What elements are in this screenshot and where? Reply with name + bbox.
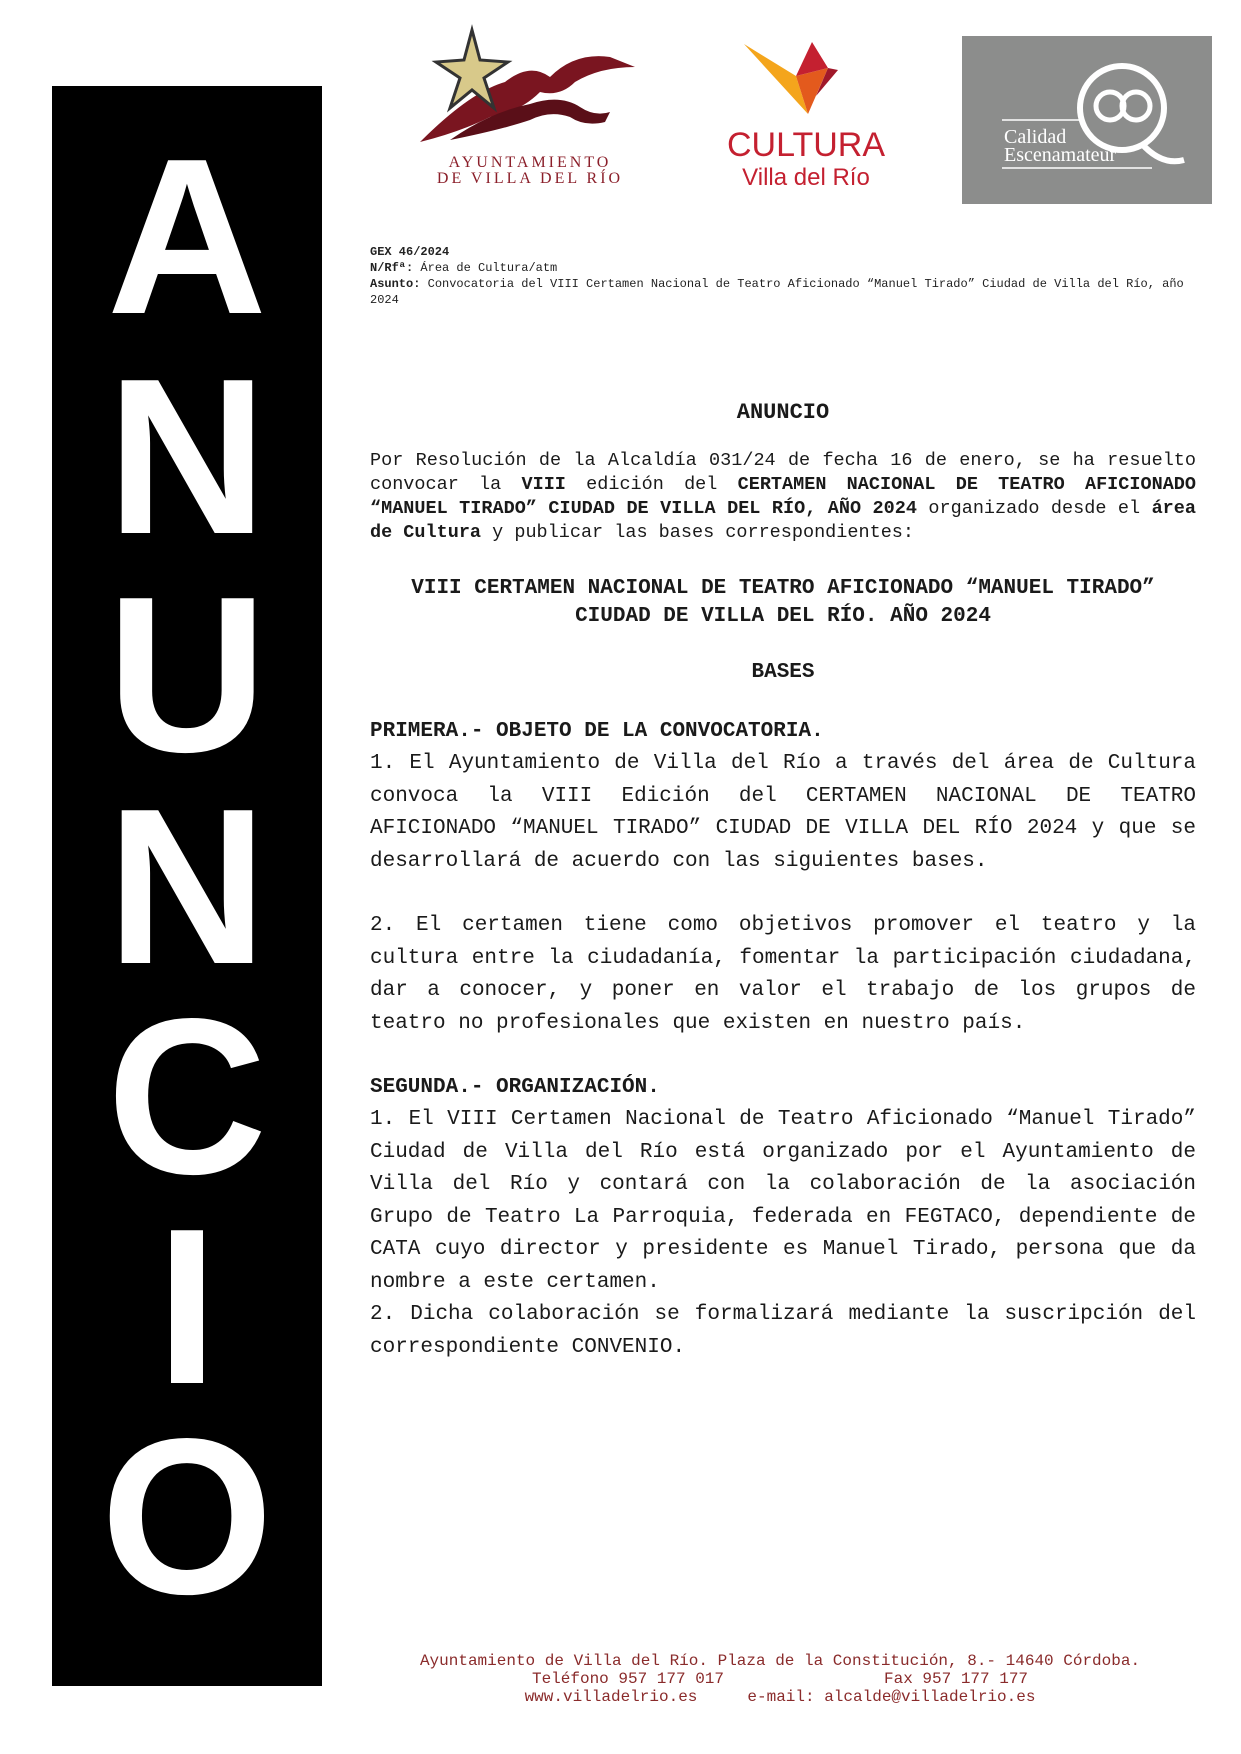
star-mountain-icon xyxy=(410,22,650,157)
calidad-escenamateur-logo xyxy=(962,36,1212,204)
primera-paragraph-1: 1. El Ayuntamiento de Villa del Río a través del área de Cultura convoca la VIII Edición del CERTAMEN NACIONAL DE TEATRO AFICIONADO “MANUEL TIRADO” CIUDAD DE VILLA DEL RÍO 2024 y que se desarrollará de acuerdo con las siguientes bases. xyxy=(370,752,1196,873)
footer-telefono: Teléfono 957 177 017 xyxy=(531,1670,724,1688)
sidebar-letter: N xyxy=(106,333,268,581)
cultura-logo-word: CULTURA xyxy=(726,126,886,164)
primera-paragraph-2: 2. El certamen tiene como objetivos promover el teatro y la cultura entre la ciudadanía, fomentar la participación ciudadana, dar a conocer, y poner en valor el trabajo de los grupos de teatro no profesionales que existen en nuestro país. xyxy=(370,914,1196,1035)
sidebar-letter: A xyxy=(106,113,268,361)
cultura-bird-icon xyxy=(716,40,896,120)
sidebar-letter: C xyxy=(106,973,268,1221)
ayuntamiento-logo-line1: AYUNTAMIENTO xyxy=(448,154,612,171)
reference-asunto: Asunto: Convocatoria del VIII Certamen Nacional de Teatro Aficionado “Manuel Tirado” Ciudad de Villa del Río, año 2024 xyxy=(370,277,1184,307)
segunda-paragraph-1: 1. El VIII Certamen Nacional de Teatro Aficionado “Manuel Tirado” Ciudad de Villa del Río está organizado por el Ayuntamiento de Villa del Río y contará con la colaboración de la asociación Grupo de Teatro La Parroquia, federada en FEGTACO, dependiente de CATA cuyo director y presidente es Manuel Tirado, persona que da nombre a este certamen. xyxy=(370,1108,1196,1294)
bases-heading: BASES xyxy=(751,661,815,684)
section-segunda-heading: SEGUNDA.- ORGANIZACIÓN. xyxy=(370,1076,660,1099)
certamen-title: VIII CERTAMEN NACIONAL DE TEATRO AFICIONADO “MANUEL TIRADO” CIUDAD DE VILLA DEL RÍO. AÑO 2024 xyxy=(411,577,1155,628)
sidebar-letter: I xyxy=(156,1183,218,1431)
document-title: ANUNCIO xyxy=(736,400,830,425)
intro-paragraph: Por Resolución de la Alcaldía 031/24 de fecha 16 de enero, se ha resuelto convocar la VIII edición del CERTAMEN NACIONAL DE TEATRO AFICIONADO “MANUEL TIRADO” CIUDAD DE VILLA DEL RÍO, AÑO 2024 organizado desde el área de Cultura y publicar las bases correspondientes: xyxy=(370,450,1197,543)
ayuntamiento-logo xyxy=(410,22,650,192)
sidebar-letter: O xyxy=(100,1393,274,1641)
gex-number: GEX 46/2024 xyxy=(370,245,450,259)
footer-email-link[interactable]: e-mail: alcalde@villadelrio.es xyxy=(747,1688,1036,1706)
calidad-ee-icon xyxy=(962,36,1212,204)
sidebar-letter: N xyxy=(106,763,268,1011)
section-primera-heading: PRIMERA.- OBJETO DE LA CONVOCATORIA. xyxy=(370,720,824,743)
footer-address: Ayuntamiento de Villa del Río. Plaza de la Constitución, 8.- 14640 Córdoba. xyxy=(419,1652,1141,1670)
ayuntamiento-logo-line2: DE VILLA DEL RÍO xyxy=(436,170,624,187)
sidebar-letter: U xyxy=(106,551,268,799)
reference-block xyxy=(370,244,1196,308)
cultura-logo xyxy=(716,40,896,200)
segunda-paragraph-2: 2. Dicha colaboración se formalizará mediante la suscripción del correspondiente CONVENIO. xyxy=(370,1303,1196,1359)
footer-web-link[interactable]: www.villadelrio.es xyxy=(524,1688,698,1706)
page-footer xyxy=(400,1652,1160,1706)
cultura-logo-subtitle: Villa del Río xyxy=(742,164,870,191)
reference-nrf: N/Rfª: Área de Cultura/atm xyxy=(370,261,558,275)
footer-fax: Fax 957 177 177 xyxy=(884,1670,1029,1688)
calidad-logo-line1: Calidad xyxy=(1004,126,1067,148)
calidad-logo-line2: Escenamateur xyxy=(1004,144,1117,166)
document-body xyxy=(370,400,1196,1364)
anuncio-sidebar xyxy=(52,86,322,1686)
